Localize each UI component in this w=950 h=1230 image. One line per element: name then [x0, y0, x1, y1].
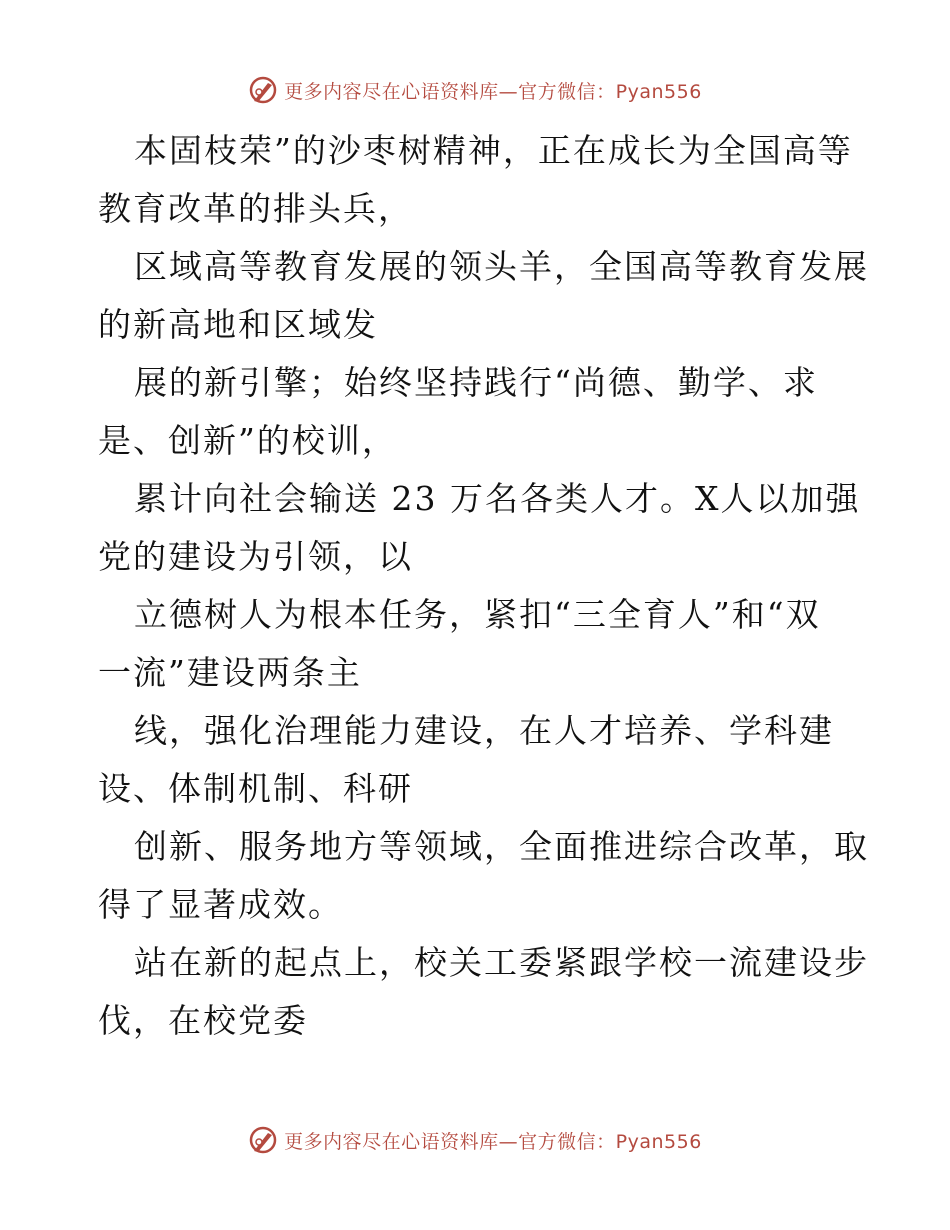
text-line: 累计向社会输送 23 万名各类人才。X人以加强: [134, 479, 861, 518]
text-line: 设、体制机制、科研: [98, 769, 413, 808]
text-line: 本固枝荣”的沙枣树精神，正在成长为全国高等: [134, 131, 853, 170]
text-line: 教育改革的排头兵，: [98, 189, 413, 228]
text-line: 站在新的起点上，校关工委紧跟学校一流建设步: [134, 943, 869, 982]
text-line: 区域高等教育发展的领头羊，全国高等教育发展: [134, 247, 869, 286]
quill-pen-circle-icon: [248, 1125, 278, 1155]
header-watermark: [0, 70, 950, 110]
text-line: 立德树人为根本任务，紧扣“三全育人”和“双: [134, 595, 821, 634]
text-line: 展的新引擎；始终坚持践行“尚德、勤学、求: [134, 363, 818, 402]
document-body: [98, 122, 869, 1050]
text-line: 是、创新”的校训，: [98, 421, 397, 460]
quill-pen-circle-icon: [248, 75, 278, 105]
text-line: 一流”建设两条主: [98, 653, 362, 692]
text-line: 创新、服务地方等领域，全面推进综合改革，取: [134, 827, 869, 866]
text-line: 党的建设为引领，以: [98, 537, 413, 576]
watermark-text: 更多内容尽在心语资料库—官方微信：Pyan556: [284, 1130, 702, 1153]
footer-watermark: [0, 1120, 950, 1160]
text-line: 线，强化治理能力建设，在人才培养、学科建: [134, 711, 834, 750]
text-line: 伐，在校党委: [98, 1001, 308, 1040]
text-line: 的新高地和区域发: [98, 305, 378, 344]
watermark-text: 更多内容尽在心语资料库—官方微信：Pyan556: [284, 80, 702, 103]
text-line: 得了显著成效。: [98, 885, 343, 924]
